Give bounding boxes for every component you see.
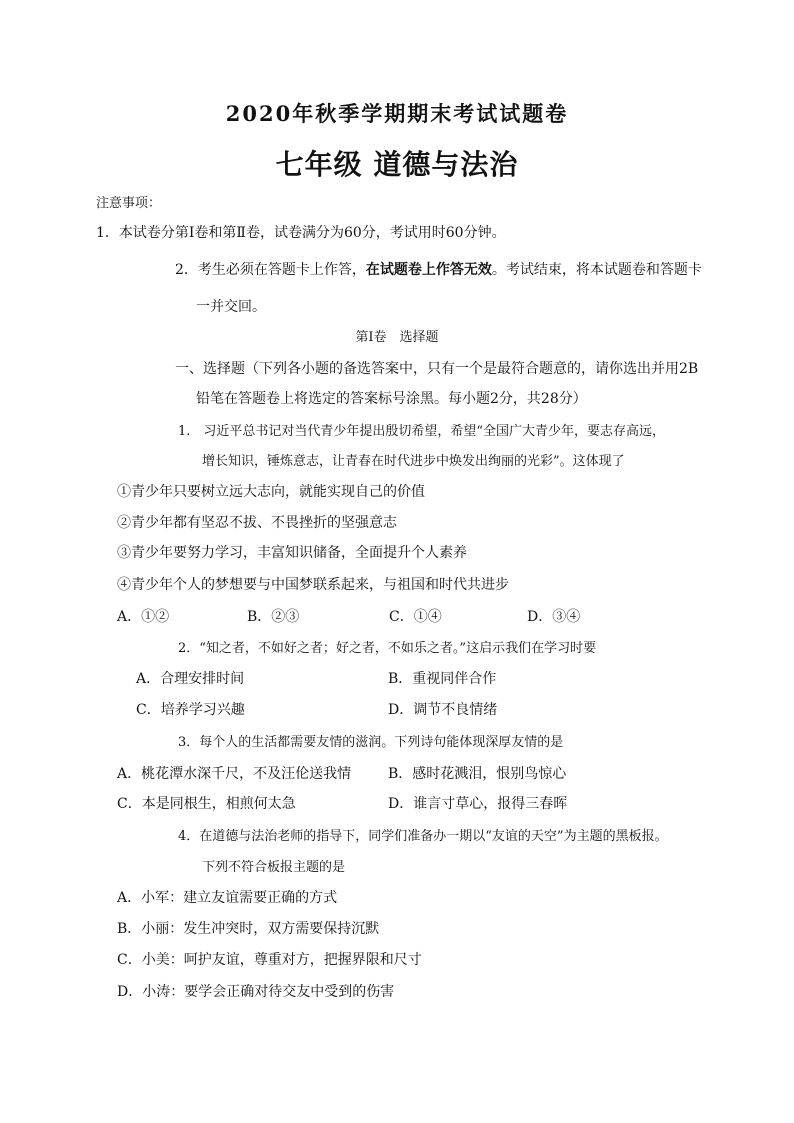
q2-option-c: C．培养学习兴趣 xyxy=(136,702,245,718)
notice-heading: 注意事项： xyxy=(96,196,162,211)
q4-stem-line1: 4．在道德与法治老师的指导下，同学们准备办一期以“友谊的天空”为主题的黑板报。 xyxy=(178,829,668,844)
notice-item-1: 1．本试卷分第Ⅰ卷和第Ⅱ卷，试卷满分为60分，考试用时60分钟。 xyxy=(96,225,506,241)
exam-title: 2020年秋季学期期末考试试题卷 xyxy=(225,101,569,126)
notice-item-2-continued: 一并交回。 xyxy=(196,299,266,315)
q4-option-b: B．小丽：发生冲突时，双方需要保持沉默 xyxy=(117,921,380,937)
q1-statement-2: ②青少年都有坚忍不拔、不畏挫折的坚强意志 xyxy=(117,515,397,531)
q1-statement-3: ③青少年要努力学习，丰富知识储备，全面提升个人素养 xyxy=(117,545,467,561)
q2-option-d: D．调节不良情绪 xyxy=(388,702,498,718)
q4-option-c: C．小美：呵护友谊，尊重对方，把握界限和尺寸 xyxy=(117,952,422,968)
q3-option-d: D．谁言寸草心，报得三春晖 xyxy=(388,796,568,812)
notice-item-2-text-a: 2．考生必须在答题卡上作答， xyxy=(175,262,366,278)
notice-item-2 xyxy=(175,259,702,279)
q4-stem-line2: 下列不符合板报主题的是 xyxy=(202,860,346,875)
notice-item-2-emphasis: 在试题卷上作答无效 xyxy=(365,262,492,278)
notice-item-2-text-b: 。考试结束，将本试题卷和答题卡 xyxy=(491,262,702,278)
q3-option-b: B．感时花溅泪，恨别鸟惊心 xyxy=(388,766,567,782)
part1-instruction-line1: 一、选择题（下列各小题的备选答案中，只有一个是最符合题意的，请你选出并用2B xyxy=(175,361,699,377)
q1-option-b: B．②③ xyxy=(247,609,300,625)
q1-stem-line2: 增长知识，锤炼意志，让青春在时代进步中焕发出绚丽的光彩”。这体现了 xyxy=(202,454,625,469)
q4-option-d: D．小涛：要学会正确对待交友中受到的伤害 xyxy=(117,984,395,1000)
q1-stem-line1: 1. 习近平总书记对当代青少年提出殷切希望，希望“全国广大青少年，要志存高远， xyxy=(178,424,666,439)
q3-stem: 3．每个人的生活都需要友情的滋润。下列诗句能体现深厚友情的是 xyxy=(178,735,564,750)
part1-heading: 第Ⅰ卷 选择题 xyxy=(355,330,439,345)
q4-option-a: A．小军：建立友谊需要正确的方式 xyxy=(117,890,338,906)
q1-statement-1: ①青少年只要树立远大志向，就能实现自己的价值 xyxy=(117,484,425,500)
q3-option-a: A．桃花潭水深千尺，不及汪伦送我情 xyxy=(117,766,352,782)
q2-option-a: A．合理安排时间 xyxy=(136,671,245,687)
q1-option-a: A．①② xyxy=(117,609,170,625)
q1-option-d: D．③④ xyxy=(527,609,581,625)
q3-option-c: C．本是同根生，相煎何太急 xyxy=(117,796,296,812)
part1-instruction-line2: 铅笔在答题卷上将选定的答案标号涂黑。每小题2分，共28分） xyxy=(196,391,587,407)
q1-statement-4: ④青少年个人的梦想要与中国梦联系起来，与祖国和时代共进步 xyxy=(117,577,509,593)
q1-option-c: C．①④ xyxy=(389,609,442,625)
q2-stem: 2．“知之者，不如好之者；好之者，不如乐之者。”这启示我们在学习时要 xyxy=(178,641,597,656)
subject-title: 七年级 道德与法治 xyxy=(275,148,519,181)
q2-option-b: B．重视同伴合作 xyxy=(388,671,497,687)
